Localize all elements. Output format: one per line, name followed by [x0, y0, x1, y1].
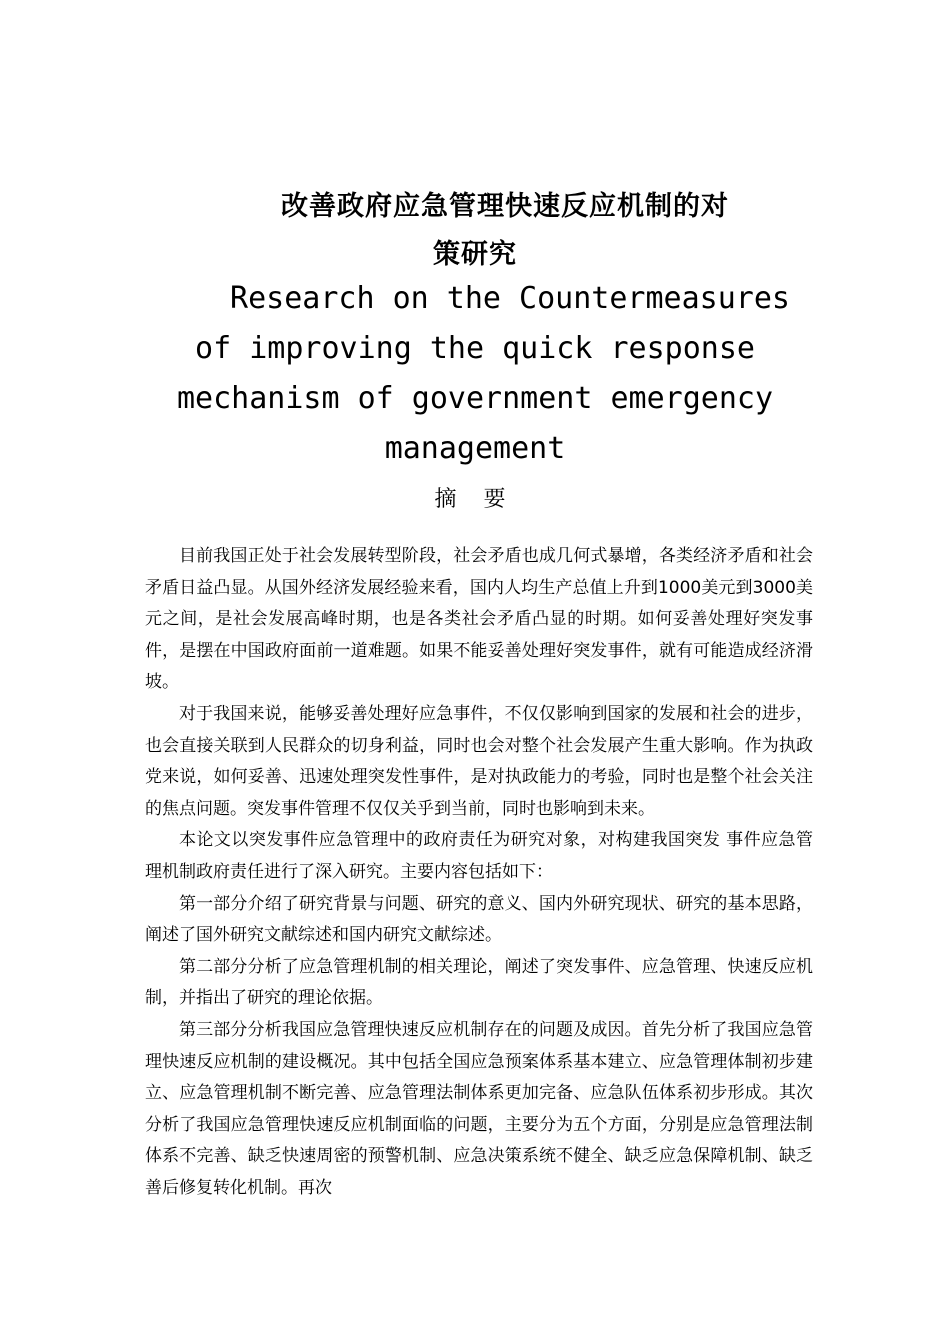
abstract-body	[145, 541, 813, 1204]
abstract-paragraph-3: 本论文以突发事件应急管理中的政府责任为研究对象，对构建我国突发 事件应急管理机制政府责任进行了深入研究。主要内容包括如下：	[145, 830, 813, 882]
title-english-line-3: mechanism of government emergency	[176, 381, 774, 416]
title-english-line-4: management	[384, 431, 566, 466]
title-english-line-1: Research on the Countermeasures	[230, 281, 790, 316]
title-chinese-line-2: 策研究	[433, 239, 517, 270]
abstract-paragraph-5: 第二部分分析了应急管理机制的相关理论，阐述了突发事件、应急管理、快速反应机制，并指出了研究的理论依据。	[145, 956, 813, 1009]
abstract-paragraph-1: 目前我国正处于社会发展转型阶段，社会矛盾也成几何式暴增，各类经济矛盾和社会矛盾日益凸显。从国外经济发展经验来看，国内人均生产总值上升到1000美元到3000美元之间，是社会发展高峰时期，也是各类社会矛盾凸显的时期。如何妥善处理好突发事件，是摆在中国政府面前一道难题。如果不能妥善处理好突发事件，就有可能造成经济滑坡。	[145, 546, 813, 693]
abstract-paragraph-4: 第一部分介绍了研究背景与问题、研究的意义、国内外研究现状、研究的基本思路，阐述了国外研究文献综述和国内研究文献综述。	[145, 893, 813, 946]
abstract-heading: 摘 要	[434, 487, 516, 512]
title-english-line-2: of improving the quick response	[195, 331, 755, 366]
abstract-paragraph-6: 第三部分分析我国应急管理快速反应机制存在的问题及成因。首先分析了我国应急管理快速反应机制的建设概况。其中包括全国应急预案体系基本建立、应急管理体制初步建立、应急管理机制不断完善、应急管理法制体系更加完备、应急队伍体系初步形成。其次分析了我国应急管理快速反应机制面临的问题，主要分为五个方面，分别是应急管理法制体系不完善、缺乏快速周密的预警机制、应急决策系统不健全、缺乏应急保障机制、缺乏善后修复转化机制。再次	[145, 1019, 813, 1198]
abstract-paragraph-2: 对于我国来说，能够妥善处理好应急事件，不仅仅影响到国家的发展和社会的进步，也会直接关联到人民群众的切身利益，同时也会对整个社会发展产生重大影响。作为执政党来说，如何妥善、迅速处理突发性事件，是对执政能力的考验，同时也是整个社会关注的焦点问题。突发事件管理不仅仅关乎到当前，同时也影响到未来。	[145, 703, 813, 819]
title-chinese-line-1: 改善政府应急管理快速反应机制的对	[281, 191, 729, 222]
